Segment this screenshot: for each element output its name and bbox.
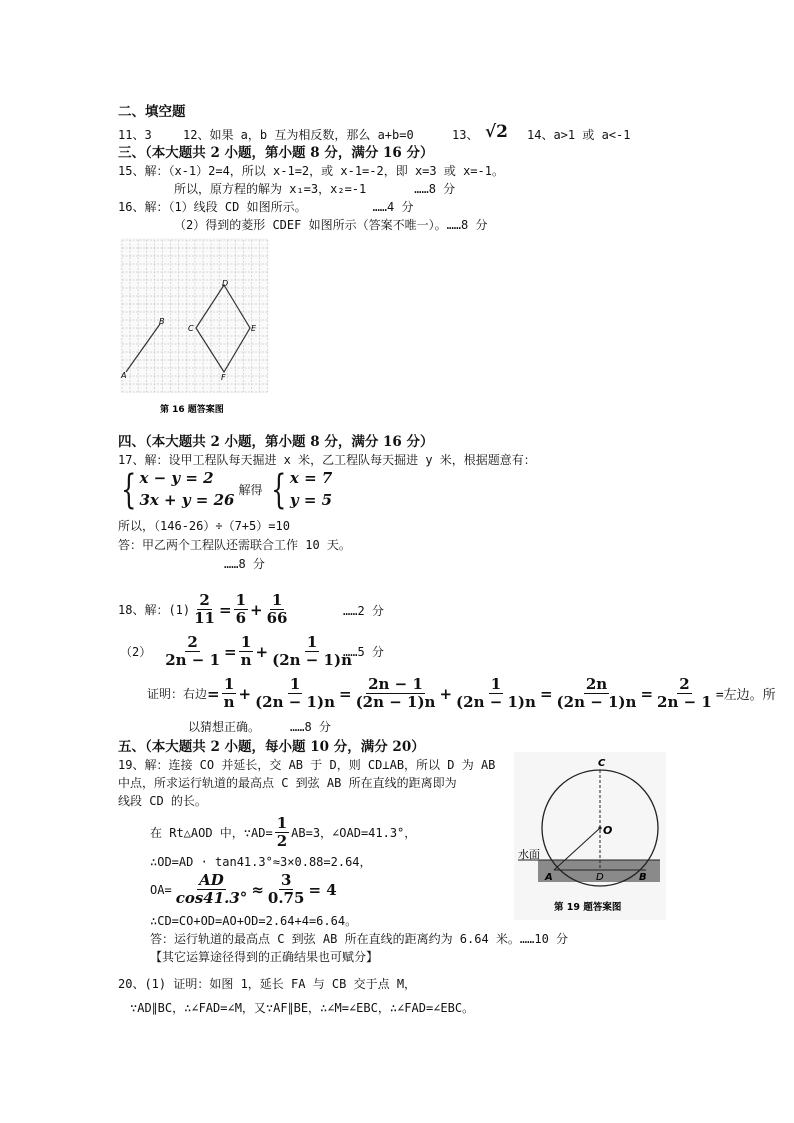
q17-eq-1: x − y = 2	[139, 469, 214, 487]
q14-answer: 14、a>1 或 a<-1	[527, 128, 631, 142]
q12-answer: 12、如果 a，b 互为相反数，那么 a+b=0	[183, 128, 414, 142]
q19-half-num: 1	[276, 814, 288, 832]
proof-t1-den: n	[223, 693, 235, 712]
q18-2-a-num: 1	[240, 633, 252, 651]
q18-1-b-num: 1	[271, 591, 283, 609]
q18-2-lhs-den: 2n − 1	[165, 651, 221, 670]
section-2-heading: 二、填空题	[118, 104, 186, 120]
label-o-19: O	[603, 824, 613, 837]
proof-t1-num: 1	[223, 675, 235, 693]
q16-line-1: 16、解：（1）线段 CD 如图所示。 ……4 分	[118, 200, 414, 214]
q18-2-b-den: (2n − 1)n	[272, 651, 352, 670]
q17-sol-x: x = 7	[289, 469, 333, 487]
q11-answer: 11、3	[118, 128, 152, 142]
figure-19-caption: 第 19 题答案图	[554, 902, 622, 913]
q19-approx: ≈	[251, 880, 264, 899]
q20-line-2: ∵AD∥BC，∴∠FAD=∠M，又∵AF∥BE，∴∠M=∠EBC，∴∠FAD=∠EBC。	[130, 1001, 475, 1015]
proof-t6-den: 2n − 1	[657, 693, 712, 712]
proof-line-2: 以猜想正确。 ……8 分	[188, 720, 331, 734]
q17-eq-2: 3x + y = 26	[139, 490, 235, 509]
q18-2-score: ……5 分	[343, 645, 384, 659]
q19-oa-num: AD	[199, 871, 224, 889]
q17-system	[116, 468, 332, 512]
q18-part-1: 18、解：(1) $\frac{2}{11}$ = $\frac{1}{6}$ + $\frac{1}{66}$	[118, 591, 288, 628]
q19-l6b: = 4	[308, 880, 337, 899]
q18-proof: 证明：右边 = $\frac{1}{n}$ + $\frac{1}{(2n - 1)n}$ = $\frac{2n - 1}{(2n - 1)n}$ + $\frac{1}{(2n - 1)n}$ = $\frac{2n}{(2n - 1)n}$ = $\frac{2}{2n - 1}$ =左边。所	[147, 675, 776, 712]
label-a: A	[121, 371, 127, 380]
q17-solve-word: 解得	[238, 483, 263, 498]
q13-label: 13、	[452, 128, 479, 142]
q19-line-2: 中点，所求运行轨道的最高点 C 到弦 AB 所在直线的距离即为	[118, 776, 457, 790]
label-d-19: D	[596, 872, 604, 883]
q18-1-lhs-den: 11	[194, 609, 215, 628]
q18-2-lhs-num: 2	[187, 633, 198, 651]
proof-lead: 证明：右边	[147, 687, 208, 702]
q18-part-2: （2） $\frac{2}{2n - 1}$ = $\frac{1}{n}$ + $\frac{1}{(2n - 1)n}$	[120, 633, 352, 670]
q18-1-lhs-num: 2	[199, 591, 210, 609]
q17-score: ……8 分	[224, 557, 265, 571]
q19-f2-num: 3	[280, 871, 292, 889]
label-c-19: C	[598, 758, 606, 769]
proof-t2-num: 1	[289, 675, 301, 693]
q18-2-a-den: n	[240, 651, 252, 670]
q19-line-7: ∴CD=CO+OD=AO+OD=2.64+4=6.64。	[150, 914, 358, 928]
q17-sol-y: y = 5	[289, 490, 333, 509]
q19-line-9: 【其它运算途径得到的正确结果也可赋分】	[150, 950, 379, 964]
q18-1-a-den: 6	[235, 609, 247, 628]
proof-t5-den: (2n − 1)n	[556, 693, 637, 712]
q19-line-1: 19、解：连接 CO 并延长，交 AB 于 D，则 CD⊥AB，所以 D 为 AB	[118, 758, 496, 772]
q20-line-1: 20、(1) 证明：如图 1，延长 FA 与 CB 交于点 M，	[118, 977, 417, 991]
q19-line-5: ∴OD=AD · tan41.3°≈3×0.88=2.64，	[150, 855, 372, 869]
q19-line-8: 答：运行轨道的最高点 C 到弦 AB 所在直线的距离约为 6.64 米。……10 分	[150, 932, 569, 946]
q17-system-2: { x = 7 y = 5	[271, 466, 333, 513]
proof-t2-den: (2n − 1)n	[255, 693, 335, 712]
figure-16	[118, 236, 270, 418]
proof-t5-num: 2n	[585, 675, 608, 693]
label-b-19: B	[639, 872, 647, 883]
proof-t4-num: 1	[490, 675, 502, 693]
proof-tail: =左边。所	[715, 688, 776, 704]
figure-16-caption: 第 16 题答案图	[160, 405, 224, 415]
label-c: C	[188, 324, 194, 333]
section-3-heading: 三、（本大题共 2 小题，第小题 8 分，满分 16 分）	[118, 145, 434, 161]
q18-1-score: ……2 分	[343, 604, 384, 618]
label-a-19: A	[545, 872, 553, 883]
water-label: 水面	[518, 848, 540, 861]
q18-1-b-den: 66	[266, 609, 288, 628]
q18-2-lead: （2）	[120, 645, 152, 660]
q17-line-4: 答：甲乙两个工程队还需联合工作 10 天。	[118, 538, 351, 552]
q17-line-1: 17、解：设甲工程队每天掘进 x 米，乙工程队每天掘进 y 米，根据题意有：	[118, 453, 536, 467]
q15-line-1: 15、解：（x-1）2=4，所以 x-1=2，或 x-1=-2，即 x=3 或 x=-1。	[118, 164, 504, 178]
q15-line-2: 所以，原方程的解为 x₁=3，x₂=-1 ……8 分	[174, 182, 456, 196]
proof-t3-den: (2n − 1)n	[355, 693, 436, 712]
proof-t6-num: 2	[679, 675, 690, 693]
q19-f2-den: 0.75	[267, 889, 305, 908]
figure-19	[514, 752, 666, 920]
q19-l4a: 在 Rt△AOD 中，∵AD=	[150, 826, 273, 841]
proof-t3-num: 2n − 1	[368, 675, 423, 693]
q18-lead: 18、解：(1)	[118, 603, 191, 618]
q13-answer: √2	[485, 122, 509, 142]
q19-line-4	[150, 815, 416, 851]
label-e: E	[251, 324, 257, 333]
q16-line-2: （2）得到的菱形 CDEF 如图所示（答案不唯一）。……8 分	[174, 218, 488, 232]
q19-l4b: AB=3，∠OAD=41.3°，	[291, 826, 417, 841]
q18-1-a-num: 1	[235, 591, 247, 609]
q17-line-3: 所以，（146-26）÷（7+5）=10	[118, 519, 290, 533]
q19-l6a: OA=	[150, 882, 172, 897]
label-b: B	[159, 317, 165, 326]
q19-line-6	[150, 872, 337, 908]
q17-system-1: { x − y = 2 3x + y = 26	[121, 466, 235, 513]
label-f: F	[221, 373, 226, 382]
q18-2-b-num: 1	[306, 633, 318, 651]
label-d: D	[222, 279, 229, 288]
q19-line-3: 线段 CD 的长。	[118, 794, 207, 808]
section-5-heading: 五、（本大题共 2 小题，每小题 10 分，满分 20）	[118, 739, 425, 755]
proof-t4-den: (2n − 1)n	[456, 693, 536, 712]
q19-half-den: 2	[276, 832, 288, 851]
section-4-heading: 四、（本大题共 2 小题，第小题 8 分，满分 16 分）	[118, 434, 434, 450]
q19-oa-den: cos41.3°	[175, 889, 248, 908]
